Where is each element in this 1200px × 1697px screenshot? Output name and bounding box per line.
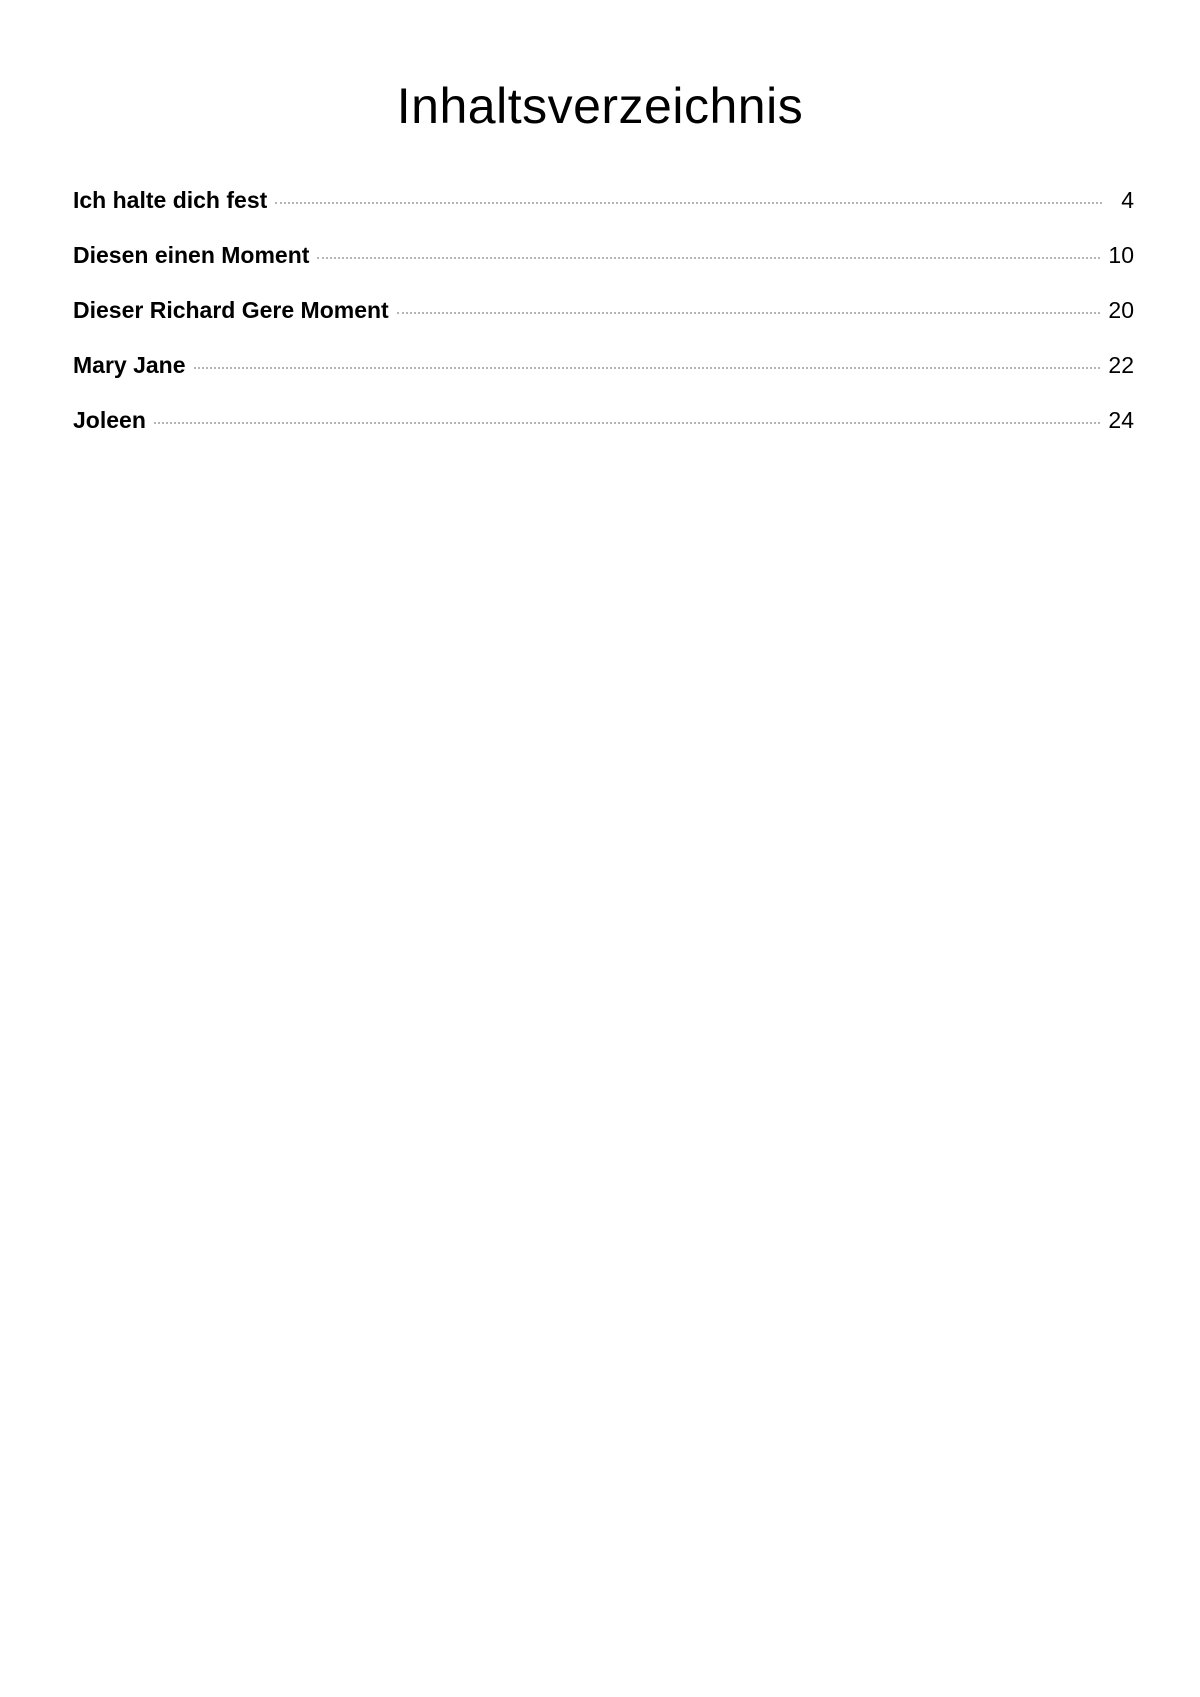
toc-dot-leader: [194, 367, 1101, 369]
toc-entry-title: Joleen: [73, 407, 146, 433]
toc-dot-leader: [275, 202, 1102, 204]
toc-entry-page-number: 22: [1108, 352, 1134, 378]
table-of-contents: [73, 180, 1134, 455]
toc-entry-page-number: 24: [1108, 407, 1134, 433]
toc-entry-mary-jane[interactable]: [73, 345, 1134, 400]
toc-dot-leader: [154, 422, 1101, 424]
toc-entry-page-number: 10: [1108, 242, 1134, 268]
toc-entry-joleen[interactable]: [73, 400, 1134, 455]
toc-entry-page-number: 4: [1121, 187, 1134, 213]
toc-entry-ich-halte-dich-fest[interactable]: [73, 180, 1134, 235]
toc-entry-page-number: 20: [1108, 297, 1134, 323]
toc-entry-diesen-einen-moment[interactable]: [73, 235, 1134, 290]
toc-entry-title: Mary Jane: [73, 352, 186, 378]
page-title: Inhaltsverzeichnis: [396, 78, 804, 134]
toc-dot-leader: [317, 257, 1100, 259]
toc-entry-dieser-richard-gere-moment[interactable]: [73, 290, 1134, 345]
toc-dot-leader: [397, 312, 1101, 314]
toc-entry-title: Diesen einen Moment: [73, 242, 310, 268]
toc-entry-title: Dieser Richard Gere Moment: [73, 297, 389, 323]
toc-entry-title: Ich halte dich fest: [73, 187, 268, 213]
